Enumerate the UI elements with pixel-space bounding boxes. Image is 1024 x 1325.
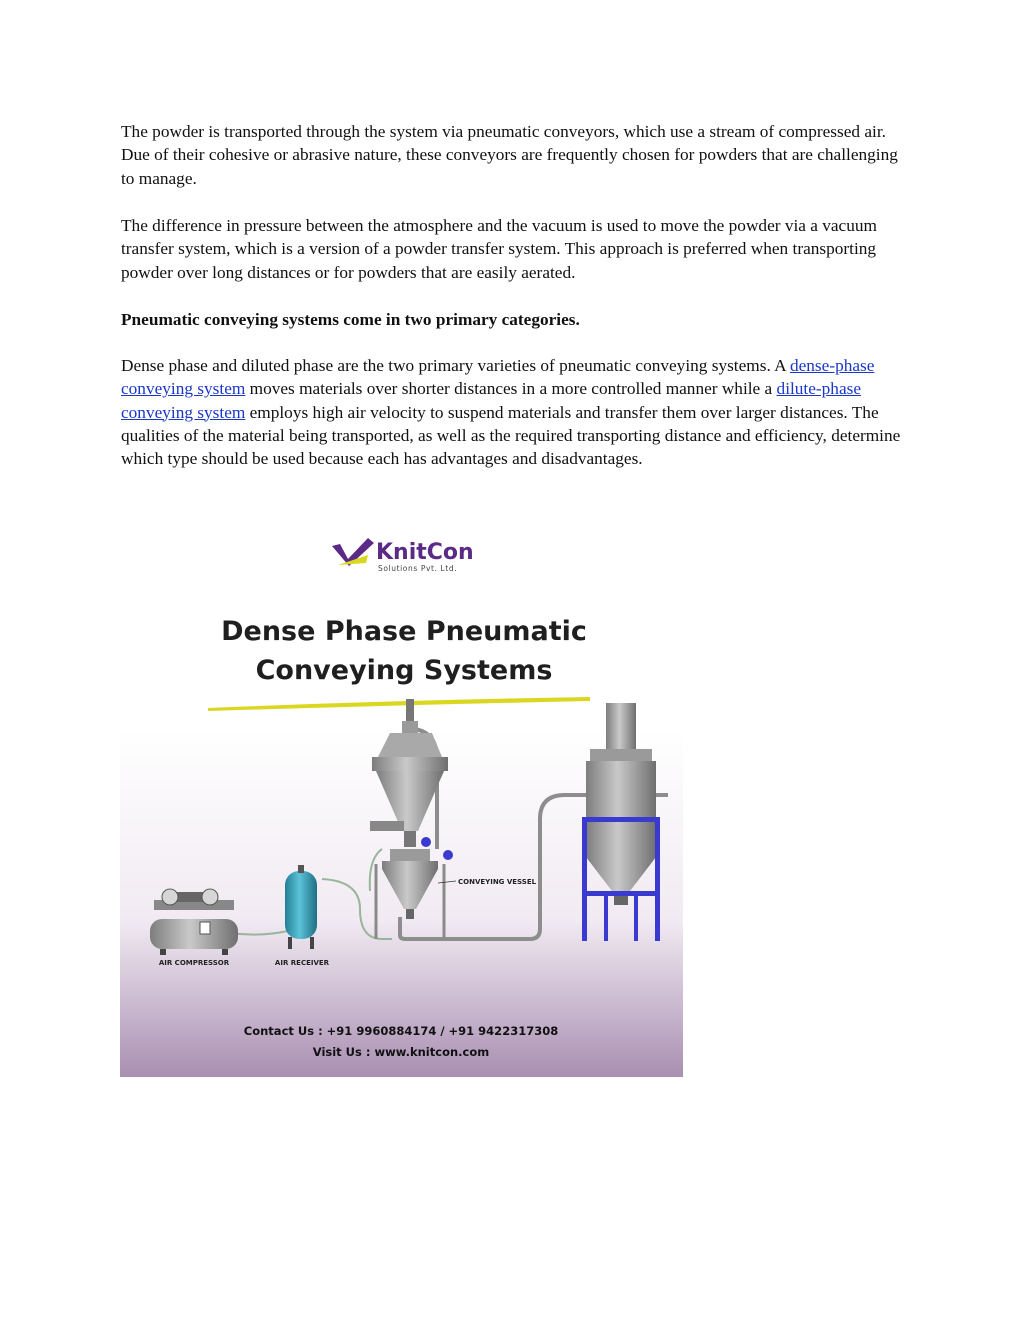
p4-text-1: Dense phase and diluted phase are the two primary varieties of pneumatic conveying systems. A: [121, 356, 790, 375]
label-air-receiver: AIR RECEIVER: [274, 959, 330, 967]
figure-illustration: [120, 519, 683, 1077]
logo-subtitle: Solutions Pvt. Ltd.: [378, 564, 458, 573]
contact-website: Visit Us : www.knitcon.com: [312, 1045, 490, 1059]
logo-name: KnitCon: [376, 540, 474, 565]
figure-title-line-1: Dense Phase Pneumatic: [221, 616, 587, 647]
section-heading: Pneumatic conveying systems come in two primary categories.: [121, 310, 580, 329]
label-air-compressor: AIR COMPRESSOR: [158, 959, 230, 967]
paragraph-vacuum-transfer: The difference in pressure between the atmosphere and the vacuum is used to move the powder via a vacuum transfer system, which is a version of a powder transfer system. This approach is preferred when transporting powder over long distances or for powders that are easily aerated.: [121, 216, 877, 282]
p4-text-3: employs high air velocity to suspend materials and transfer them over larger distances. The qualities of the material being transported, as well as the required transporting distance and efficiency, determine which type should be used because each has advantages and disadvantages.: [121, 402, 901, 469]
dense-phase-link[interactable]: dense-phase conveying system: [121, 356, 875, 399]
contact-phones: Contact Us : +91 9960884174 / +91 9422317308: [243, 1024, 559, 1038]
dense-phase-figure: [120, 519, 683, 1077]
p4-text-2: moves materials over shorter distances in a more controlled manner while a: [245, 379, 777, 399]
paragraph-phase-types: [121, 354, 911, 470]
label-conveying-vessel: CONVEYING VESSEL: [458, 878, 537, 886]
paragraph-pneumatic-conveyors: The powder is transported through the system via pneumatic conveyors, which use a stream of compressed air. Due of their cohesive or abrasive nature, these conveyors are frequently chosen for powders that are challenging to manage.: [121, 122, 898, 188]
dilute-phase-link[interactable]: dilute-phase conveying system: [121, 379, 862, 422]
figure-title-line-2: Conveying Systems: [255, 655, 553, 686]
